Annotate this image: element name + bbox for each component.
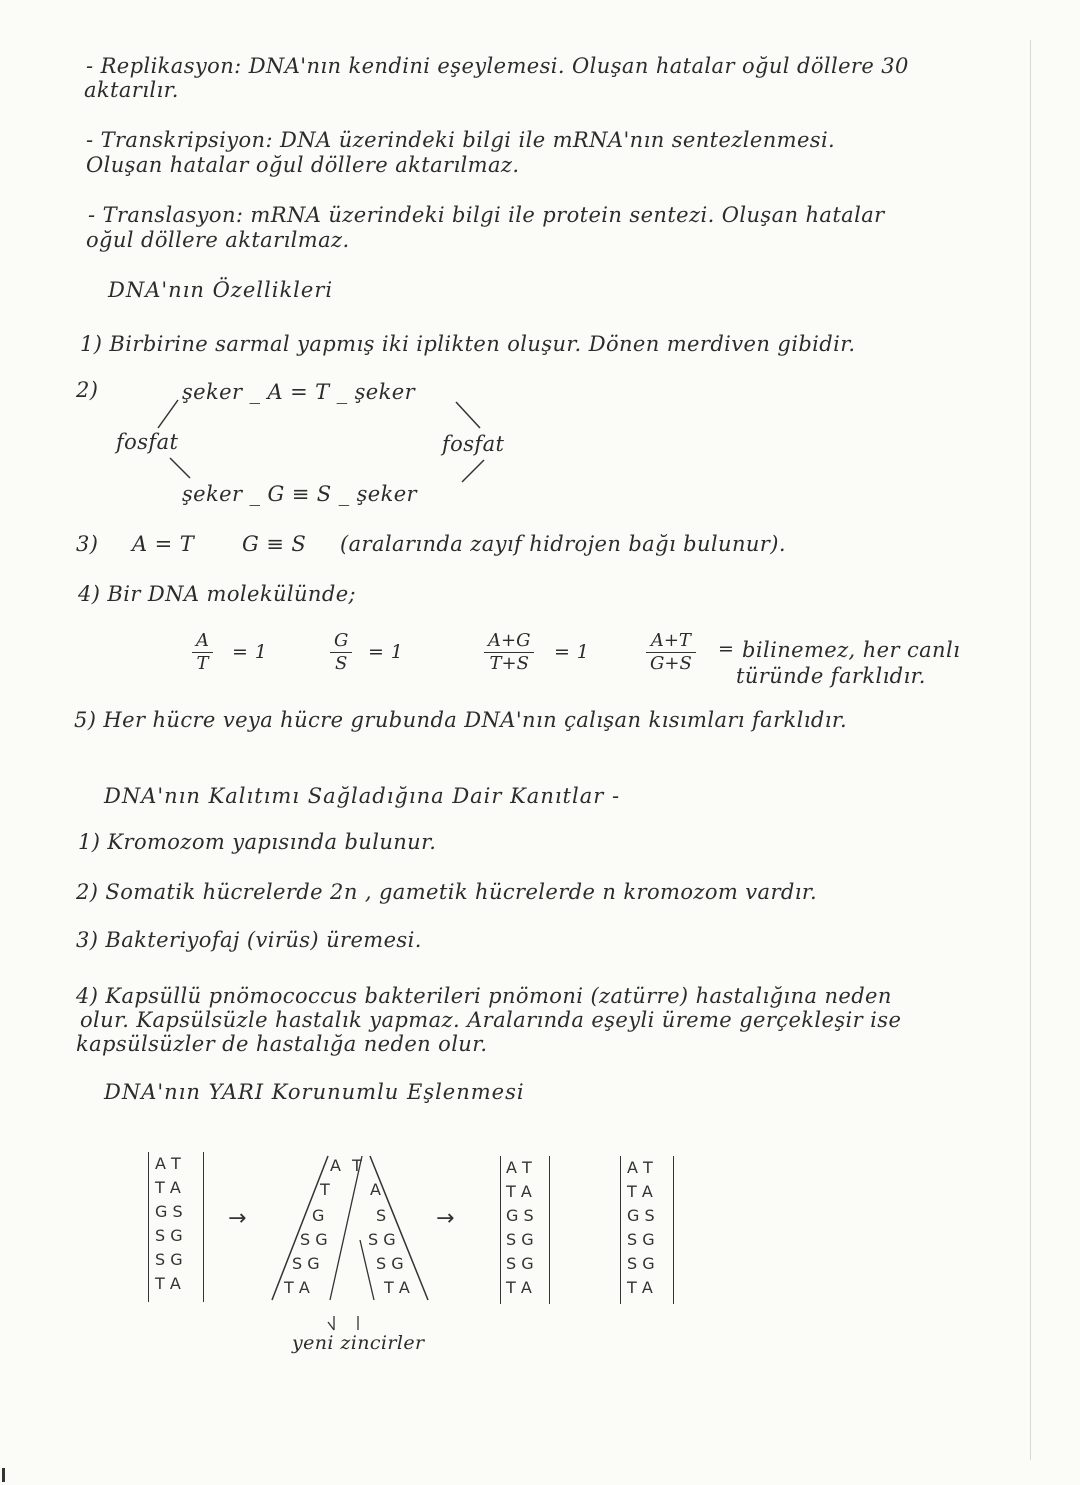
replication-arrow-2: → xyxy=(436,1206,455,1231)
parent-pair-5: S G xyxy=(155,1250,183,1269)
ratio-g-s-denominator: S xyxy=(335,653,348,674)
fork-left-base-6: T A xyxy=(284,1278,310,1297)
daughter1-pair-2: T A xyxy=(506,1182,532,1201)
parent-pair-3: G S xyxy=(155,1202,183,1221)
diagram-bottom-sugar-gs: şeker _ G ≡ S _ şeker xyxy=(182,482,418,506)
kanit-item-4-line-1: 4) Kapsüllü pnömococcus bakterileri pnömoni (zatürre) hastalığına neden xyxy=(76,984,892,1008)
daughter-dna-1 xyxy=(500,1156,550,1304)
fork-right-base-1: T xyxy=(352,1156,362,1175)
ratio-a-t-denominator: T xyxy=(196,653,209,674)
daughter1-pair-4: S G xyxy=(506,1230,534,1249)
fork-right-base-3: S xyxy=(376,1206,387,1225)
daughter2-pair-3: G S xyxy=(627,1206,655,1225)
parent-pair-2: T A xyxy=(155,1178,181,1197)
diagram-left-phosphate: fosfat xyxy=(116,430,179,454)
ratio-a-t-equals: = 1 xyxy=(232,641,268,663)
ozellik-item-5: 5) Her hücre veya hücre grubunda DNA'nın çalışan kısımları farklıdır. xyxy=(74,708,848,732)
ozellikler-title: DNA'nın Özellikleri xyxy=(108,278,334,302)
kanit-item-4-line-3: kapsülsüzler de hastalığa neden olur. xyxy=(76,1032,488,1056)
transkripsiyon-line-1: - Transkripsiyon: DNA üzerindeki bilgi ile mRNA'nın sentezlenmesi. xyxy=(86,128,836,152)
diagram-top-sugar-at: şeker _ A = T _ şeker xyxy=(182,380,416,404)
daughter2-pair-4: S G xyxy=(627,1230,655,1249)
kanit-item-1: 1) Kromozom yapısında bulunur. xyxy=(78,830,437,854)
ratio-ag-ts-numerator: A+G xyxy=(484,630,534,653)
fork-left-base-3: G xyxy=(312,1206,325,1225)
ratio-at-gs-equals: = xyxy=(718,638,735,660)
ozellik-item-1: 1) Birbirine sarmal yapmış iki iplikten oluşur. Dönen merdiven gibidir. xyxy=(80,332,856,356)
ratio-at-gs-numerator: A+T xyxy=(646,630,696,653)
fork-left-base-4: S G xyxy=(300,1230,328,1249)
diagram-right-phosphate: fosfat xyxy=(442,432,505,456)
replikasyon-line-1: - Replikasyon: DNA'nın kendini eşeylemesi. Oluşan hatalar oğul döllere 30 xyxy=(86,54,909,78)
daughter1-pair-1: A T xyxy=(506,1158,532,1177)
replication-arrow-1: → xyxy=(228,1206,247,1231)
new-strands-caption: yeni zincirler xyxy=(292,1332,425,1354)
fork-right-base-5: S G xyxy=(376,1254,404,1273)
replikasyon-line-2: aktarılır. xyxy=(84,78,179,102)
ratio-at-gs-denominator: G+S xyxy=(650,653,692,674)
ratio-ag-ts-equals: = 1 xyxy=(554,641,590,663)
pair-g-s: G ≡ S xyxy=(242,532,307,556)
daughter1-pair-5: S G xyxy=(506,1254,534,1273)
kanitlar-title: DNA'nın Kalıtımı Sağladığına Dair Kanıtlar - xyxy=(104,784,621,808)
fork-left-base-2: T xyxy=(320,1180,330,1199)
translasyon-line-2: oğul döllere aktarılmaz. xyxy=(86,228,350,252)
fork-right-base-4: S G xyxy=(368,1230,396,1249)
daughter1-pair-6: T A xyxy=(506,1278,532,1297)
ratio-a-t-numerator: A xyxy=(192,630,213,653)
kanit-item-3: 3) Bakteriyofaj (virüs) üremesi. xyxy=(76,928,422,952)
eslenme-title: DNA'nın YARI Korunumlu Eşlenmesi xyxy=(104,1080,525,1104)
pair-a-t: A = T xyxy=(132,532,195,556)
transkripsiyon-line-2: Oluşan hatalar oğul döllere aktarılmaz. xyxy=(86,153,520,177)
ratio-g-s-numerator: G xyxy=(330,630,352,653)
ozellik-item-2-number: 2) xyxy=(76,378,99,402)
ozellik-item-4: 4) Bir DNA molekülünde; xyxy=(78,582,357,606)
fork-left-base-1: A xyxy=(330,1156,341,1175)
daughter2-pair-5: S G xyxy=(627,1254,655,1273)
daughter-dna-2 xyxy=(620,1156,674,1304)
daughter1-pair-3: G S xyxy=(506,1206,534,1225)
fork-right-base-6: T A xyxy=(384,1278,410,1297)
ozellik-item-3-number: 3) xyxy=(76,532,99,556)
kanit-item-4-line-2: olur. Kapsülsüzle hastalık yapmaz. Aralarında eşeyli üreme gerçekleşir ise xyxy=(80,1008,902,1032)
fork-left-base-5: S G xyxy=(292,1254,320,1273)
daughter2-pair-2: T A xyxy=(627,1182,653,1201)
daughter2-pair-6: T A xyxy=(627,1278,653,1297)
parent-pair-4: S G xyxy=(155,1226,183,1245)
translasyon-line-1: - Translasyon: mRNA üzerindeki bilgi ile protein sentezi. Oluşan hatalar xyxy=(88,203,885,227)
fork-right-base-2: A xyxy=(370,1180,381,1199)
daughter2-pair-1: A T xyxy=(627,1158,653,1177)
ratio-ag-ts-denominator: T+S xyxy=(489,653,529,674)
hydrogen-bond-note: (aralarında zayıf hidrojen bağı bulunur). xyxy=(340,532,786,556)
ratio-note-line-2: türünde farklıdır. xyxy=(736,664,926,688)
kanit-item-2: 2) Somatik hücrelerde 2n , gametik hücrelerde n kromozom vardır. xyxy=(76,880,818,904)
ratio-g-s-equals: = 1 xyxy=(368,641,404,663)
parent-pair-1: A T xyxy=(155,1154,181,1173)
ratio-note-line-1: bilinemez, her canlı xyxy=(742,638,961,662)
parent-pair-6: T A xyxy=(155,1274,181,1293)
